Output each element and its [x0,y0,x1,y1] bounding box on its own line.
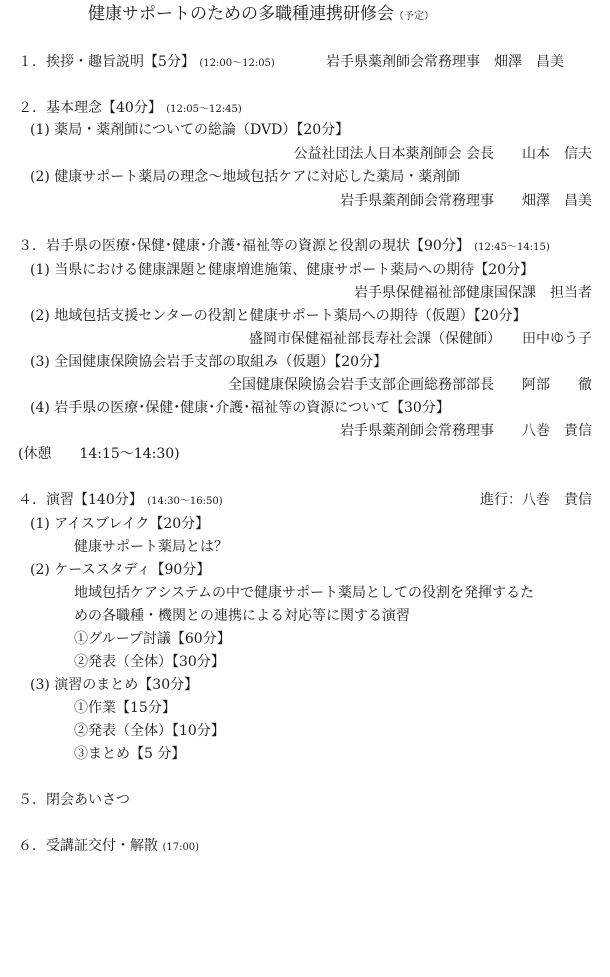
section-1-speaker: 岩手県薬剤師会常務理事 畑澤 昌美 [326,54,564,70]
section-3-item-3: (3) 全国健康保険協会岩手支部の取組み（仮題）【20分】 [30,354,388,370]
section-4-item-3-detail-2: ②発表（全体）【10分】 [74,723,225,739]
section-4-item-2-detail-4: ②発表（全体）【30分】 [74,654,225,670]
section-6: ６．受講証交付・解散 (17:00) [18,838,200,854]
section-2-heading: ２．基本理念【40分】 (12:05～12:45) [18,100,242,116]
section-3-item-4-speaker: 岩手県薬剤師会常務理事 八巻 貴信 [340,423,592,439]
section-3-item-1: (1) 当県における健康課題と健康増進施策、健康サポート薬局への期待【20分】 [30,262,535,278]
section-4-item-2-detail-2: めの各職種・機関との連携による対応等に関する演習 [74,608,410,624]
section-2-time: (12:05～12:45) [166,104,242,115]
section-1: １．挨拶・趣旨説明【5分】 (12:00～12:05) [18,54,275,70]
break-time: (休憩 14:15～14:30) [18,446,180,462]
section-5: ５．閉会あいさつ [18,792,130,808]
section-6-time: (17:00) [162,842,200,853]
section-4-item-1-detail: 健康サポート薬局とは？ [74,539,228,555]
section-3-item-2-speaker: 盛岡市保健福祉部長寿社会課（保健師） 田中ゆう子 [249,331,592,347]
section-4-item-3-detail-1: ①作業【15分】 [74,700,176,716]
section-4-heading: ４．演習【140分】 (14:30～16:50) [18,492,223,508]
section-4-item-3-detail-3: ③まとめ【5 分】 [74,746,186,762]
section-2-item-2-speaker: 岩手県薬剤師会常務理事 畑澤 昌美 [340,193,592,209]
section-3-heading: ３．岩手県の医療･保健･健康･介護･福祉等の資源と役割の現状【90分】 (12:45～14:15) [18,238,550,254]
section-1-time: (12:00～12:05) [199,58,275,69]
section-3-item-4: (4) 岩手県の医療･保健･健康･介護･福祉等の資源について【30分】 [30,400,450,416]
section-4-item-1: (1) アイスブレイク【20分】 [30,516,210,532]
title-note: （予定） [394,11,434,22]
section-4-item-2-detail-1: 地域包括ケアシステムの中で健康サポート薬局としての役割を発揮するた [74,585,535,601]
section-4-item-2: (2) ケーススタディ【90分】 [30,562,211,578]
section-4-time: (14:30～16:50) [147,496,223,507]
section-3-item-1-speaker: 岩手県保健福祉部健康国保課 担当者 [354,285,592,301]
document-title: 健康サポートのための多職種連携研修会（予定） [88,4,434,24]
section-3-item-2: (2) 地域包括支援センターの役割と健康サポート薬局への期待（仮題）【20分】 [30,308,527,324]
section-2-item-1-speaker: 公益社団法人日本薬剤師会 会長 山本 信夫 [293,146,592,162]
section-4-lead: 進行：八巻 貴信 [480,492,592,508]
section-4-item-2-detail-3: ①グループ討議【60分】 [74,631,231,647]
section-2-item-1: (1) 薬局・薬剤師についての総論（DVD）【20分】 [30,122,350,138]
section-3-item-3-speaker: 全国健康保険協会岩手支部企画総務部部長 阿部 徹 [228,377,592,393]
section-4-item-3: (3) 演習のまとめ【30分】 [30,677,199,693]
section-3-time: (12:45～14:15) [474,242,550,253]
section-2-item-2: (2) 健康サポート薬局の理念～地域包括ケアに対応した薬局・薬剤師 [30,169,461,185]
